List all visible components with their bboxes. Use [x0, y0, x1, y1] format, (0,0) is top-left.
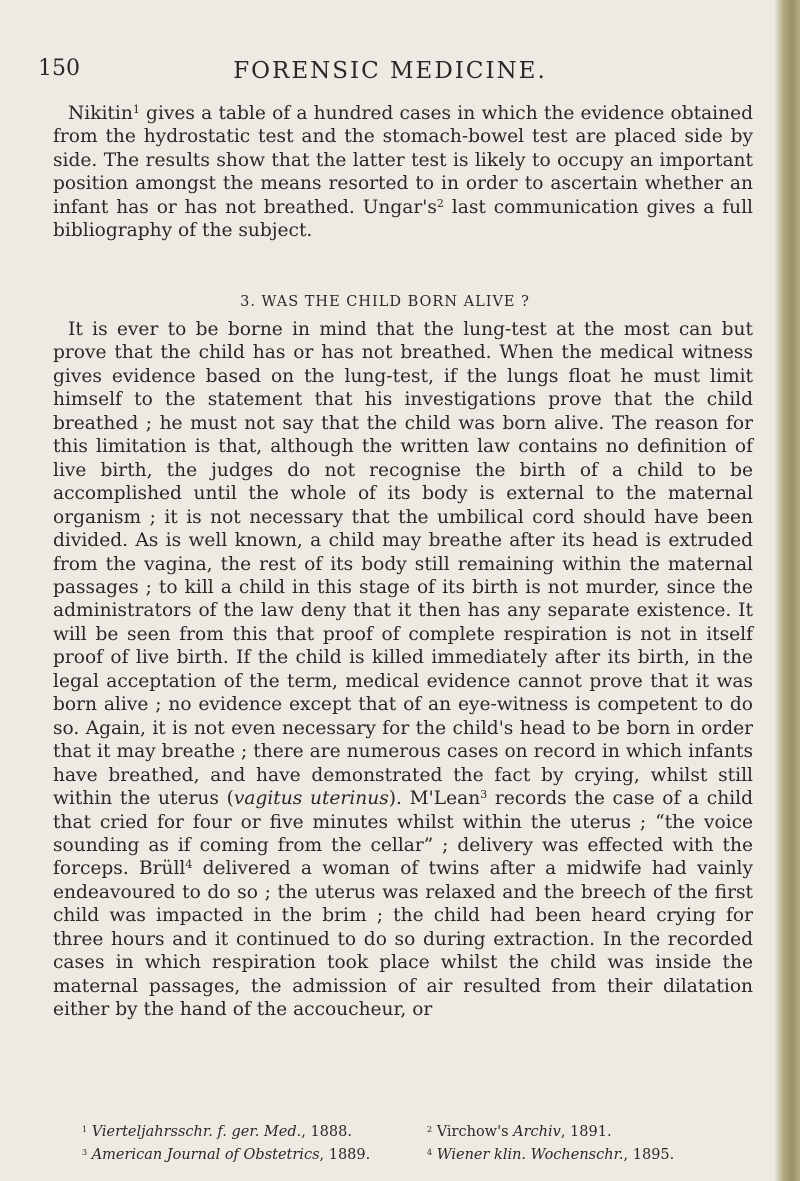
- footnote-tail: , 1895.: [623, 1146, 675, 1163]
- footnote-ref-3: 3: [480, 788, 488, 802]
- footnote-ref-1: 1: [132, 103, 140, 116]
- running-title: FORENSIC MEDICINE.: [233, 58, 547, 84]
- footnote-title: Vierteljahrsschr. f. ger. Med.: [91, 1124, 302, 1140]
- footnotes: [82, 1120, 772, 1165]
- book-page-edge: [774, 0, 800, 1181]
- text-run: It is ever to be borne in mind that the lung-test at the most can but prove that the child has or has not breathed. When the medical witness gives evidence based on the lung-test, if the lungs float he must limit himself to the statement that his investigations prove that the child breathed ; he must not say that the child was born alive. The reason for this limitation is that, although the written law contains no definition of live birth, the judges do not recognise the birth of a child to be accomplished until the whole of its body is external to the maternal organism ; it is not necessary that the umbilical cord should have been divided. As is well known, a child may breathe after its head is extruded from the vagina, the rest of its body still remaining within the maternal passages ; to kill a child in this stage of its birth is not murder, since the administrators of the law deny that it then has any separate existence. It will be seen from this that proof of complete respiration is not in itself proof of live birth. If the child is killed immediately after its birth, in the legal acceptation of the term, medical evidence cannot prove that it was born alive ; no evidence except that of an eye-witness is competent to do so. Again, it is not even necessary for the child's head to be born in order that it may breathe ; there are numerous cases on record in which infants have breathed, and have demonstrated the fact by crying, whilst still within the uterus (: [53, 319, 753, 810]
- footnote-marker: 1: [82, 1125, 88, 1134]
- footnote-prefix: Virchow's: [436, 1124, 514, 1140]
- paragraph-nikitin: [53, 102, 753, 243]
- footnote-title: Wiener klin. Wochenschr.: [436, 1146, 624, 1163]
- paragraph-born-alive: [53, 318, 753, 1022]
- footnote-3: [82, 1143, 427, 1166]
- footnote-title: Archiv: [513, 1124, 561, 1140]
- footnote-tail: , 1889.: [319, 1146, 371, 1163]
- text-run: Nikitin: [68, 103, 133, 124]
- footnote-1: [82, 1120, 427, 1143]
- text-run: last communication gives a full bibliography of the subject.: [53, 196, 753, 242]
- footnote-row: [82, 1143, 772, 1166]
- italic-term: vagitus uterinus: [233, 788, 389, 810]
- footnote-marker: 4: [427, 1147, 433, 1157]
- top-paragraph: [53, 102, 753, 243]
- text-run: delivered a woman of twins after a midwife had vainly endeavoured to do so ; the uterus was relaxed and the breech of the first child was impacted in the brim ; the child had been heard crying for three hours and it continued to do so during extraction. In the recorded cases in which respiration took place whilst the child was inside the maternal passages, the admission of air resulted from their dilatation either by the hand of the accoucheur, or: [53, 858, 753, 1021]
- footnote-ref-4: 4: [185, 858, 193, 872]
- footnote-tail: , 1888.: [301, 1124, 352, 1140]
- text-run: ). M'Lean: [388, 788, 481, 810]
- footnote-4: [427, 1143, 772, 1166]
- main-paragraph: [53, 318, 753, 1022]
- footnote-marker: 3: [82, 1147, 88, 1157]
- footnote-tail: , 1891.: [560, 1124, 612, 1140]
- text-run: records the case of a child that cried for four or five minutes whilst within the uterus ; “the voice sounding as if coming from the cellar” ; delivery was effected with the forceps. Brüll: [53, 788, 753, 880]
- section-heading: 3. WAS THE CHILD BORN ALIVE ?: [240, 294, 530, 310]
- footnote-marker: 2: [427, 1125, 433, 1134]
- text-run: gives a table of a hundred cases in which the evidence obtained from the hydrostatic test and the stomach-bowel test are placed side by side. The results show that the latter test is likely to occupy an important position amongst the means resorted to in order to ascertain whether an infant has or has not breathed. Ungar's: [53, 103, 753, 218]
- footnote-row: [82, 1120, 772, 1143]
- footnote-title: American Journal of Obstetrics: [91, 1146, 320, 1163]
- footnote-2: [427, 1120, 772, 1143]
- footnote-ref-2: 2: [436, 196, 444, 210]
- page-number: 150: [38, 56, 80, 81]
